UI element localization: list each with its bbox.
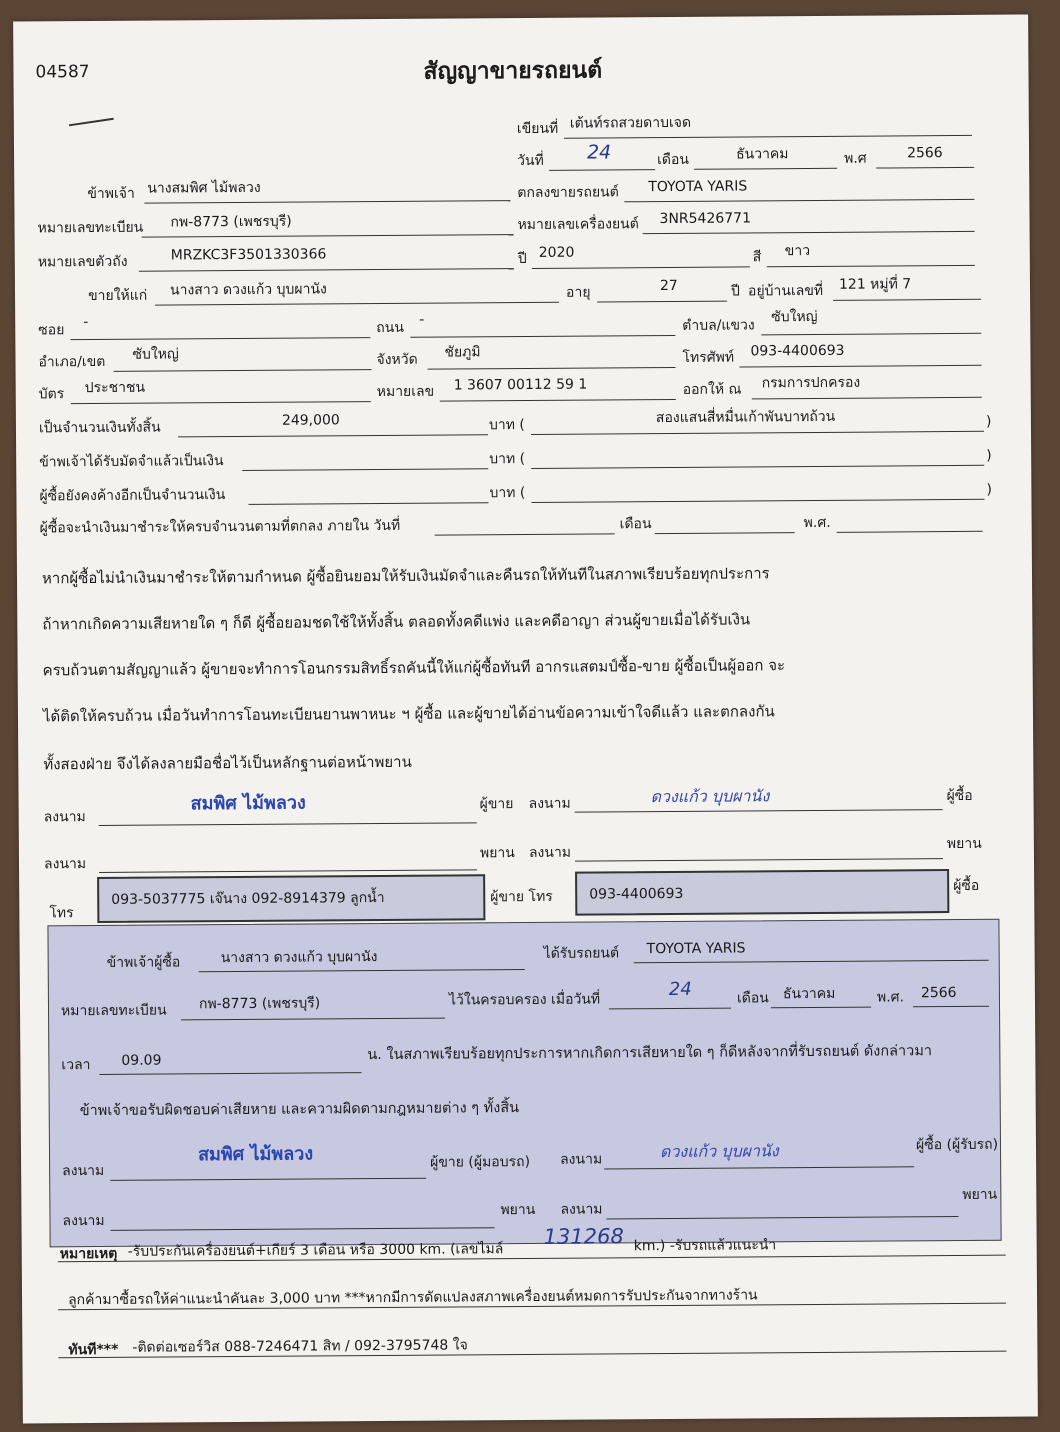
seller-role-label: ผู้ขาย bbox=[479, 796, 514, 813]
document-title: สัญญาขายรถยนต์ bbox=[423, 57, 603, 85]
witness1-sign-label: ลงนาม bbox=[43, 856, 87, 873]
deposit-line bbox=[242, 468, 488, 471]
receipt-year-line bbox=[913, 1006, 989, 1008]
receipt-witness2-role: พยาน bbox=[962, 1186, 998, 1203]
buyer-phone-box bbox=[575, 869, 949, 916]
total-amount-text: สองแสนสี่หมื่นเก้าพันบาทถ้วน bbox=[655, 408, 836, 427]
receipt-buyer-sign-line bbox=[604, 1166, 914, 1169]
witness2-role-label: พยาน bbox=[946, 835, 982, 853]
age-unit: ปี bbox=[730, 283, 740, 300]
date-day-line bbox=[549, 169, 655, 171]
receipt-seller-sign-label: ลงนาม bbox=[62, 1162, 105, 1180]
receipt-year-value: 2566 bbox=[920, 984, 957, 1002]
receipt-buyer-line bbox=[199, 969, 525, 972]
amphoe-line bbox=[114, 369, 372, 372]
card-value: ประชาชน bbox=[84, 379, 146, 397]
document-number: 04587 bbox=[35, 62, 90, 83]
vehicle-year-label: ปี bbox=[517, 250, 527, 268]
receipt-received-label: ได้รับรถยนต์ bbox=[543, 945, 620, 962]
receipt-witness2-sign-label: ลงนาม bbox=[560, 1201, 603, 1218]
remaining-text-line bbox=[531, 499, 984, 503]
total-amount-label: เป็นจำนวนเงินทั้งสิ้น bbox=[38, 419, 161, 437]
pen-mark bbox=[69, 118, 114, 127]
buyer-handwritten-signature: ดวงแก้ว บุบผานัง bbox=[650, 786, 770, 807]
date-month-line bbox=[694, 168, 837, 170]
date-month-label: เดือน bbox=[657, 151, 690, 169]
deposit-label: ข้าพเจ้าได้รับมัดจำแล้วเป็นเงิน bbox=[39, 453, 224, 471]
tambon-label: ตำบล/แขวง bbox=[682, 317, 755, 334]
registration-label: หมายเลขทะเบียน bbox=[37, 219, 144, 237]
seller-phone-label: โทร bbox=[49, 905, 74, 922]
issued-at-line bbox=[752, 397, 982, 400]
buyer-name-value: นางสาว ดวงแก้ว บุบผานัง bbox=[169, 281, 327, 299]
agree-sell-line bbox=[624, 199, 974, 202]
pay-by-year-label: พ.ศ. bbox=[803, 514, 831, 532]
seller-name-line bbox=[144, 200, 510, 204]
terms-line-1: หากผู้ซื้อไม่นำเงินมาชำระให้ตามกำหนด ผู้ซื้อยินยอมให้รับเงินมัดจำและคืนรถให้ทันทีในสภาพเรียบร้อยทุกประการ bbox=[41, 564, 770, 588]
deposit-text-line bbox=[531, 465, 984, 469]
pay-by-day-line bbox=[435, 533, 615, 535]
province-line bbox=[428, 367, 676, 370]
remaining-close-paren: ) bbox=[986, 481, 992, 498]
chassis-number-label: หมายเลขตัวถัง bbox=[37, 253, 128, 271]
issued-at-label: ออกให้ ณ bbox=[682, 381, 742, 398]
card-line bbox=[71, 401, 371, 404]
buyer-sign-line bbox=[575, 809, 943, 813]
witness2-sign-label: ลงนาม bbox=[528, 844, 572, 861]
amphoe-value: ซับใหญ่ bbox=[132, 346, 179, 363]
pay-by-month-line bbox=[655, 532, 795, 534]
witness1-sign-line bbox=[99, 869, 477, 873]
receipt-day-line bbox=[609, 1008, 731, 1010]
terms-line-5: ทั้งสองฝ่าย จึงได้ลงลายมือชื่อไว้เป็นหลักฐานต่อหน้าพยาน bbox=[43, 752, 412, 774]
remaining-line bbox=[248, 502, 488, 505]
soi-value: - bbox=[83, 314, 89, 331]
receipt-buyer-label: ข้าพเจ้าผู้ซื้อ bbox=[106, 954, 181, 971]
witness1-role-label: พยาน bbox=[479, 845, 515, 862]
amphoe-label: อำเภอ/เขต bbox=[38, 353, 106, 371]
road-value: - bbox=[419, 311, 425, 328]
total-close-paren: ) bbox=[985, 413, 992, 430]
terms-line-3: ครบถ้วนตามสัญญาแล้ว ผู้ขายจะทำการโอนกรรมสิทธิ์รถคันนี้ให้แก่ผู้ซื้อทันที อากรแสตมป์ซื้อ-ขาย ผู้ซื้อเป็นผู้ออก จะ bbox=[42, 656, 786, 680]
receipt-time-label: เวลา bbox=[61, 1057, 91, 1074]
tambon-line bbox=[761, 333, 981, 336]
engine-number-value: 3NR5426771 bbox=[659, 210, 752, 228]
seller-name-stamp: สมพิศ ไม้พลวง bbox=[190, 792, 306, 815]
receipt-condition-text: น. ในสภาพเรียบร้อยทุกประการหากเกิดการเสียหายใด ๆ ก็ดีหลังจากที่รับรถยนต์ ดังกล่าวมา bbox=[367, 1043, 933, 1064]
deposit-close-paren: ) bbox=[986, 447, 992, 464]
car-model-value: TOYOTA YARIS bbox=[648, 178, 748, 196]
vehicle-year-value: 2020 bbox=[538, 244, 575, 261]
phone-value: 093-4400693 bbox=[750, 342, 845, 360]
province-value: ชัยภูมิ bbox=[444, 344, 481, 361]
seller-sign-label: ลงนาม bbox=[43, 809, 86, 826]
receipt-witness1-sign-line bbox=[111, 1227, 495, 1231]
note-service-label: ทันที*** bbox=[68, 1341, 119, 1359]
written-at-value: เต้นท์รถสวยดาบเจด bbox=[569, 114, 692, 132]
note-referral-text: ลูกค้ามาซื้อรถให้ค่าแนะนำคันละ 3,000 บาท ***หากมีการดัดแปลงสภาพเครื่องยนต์หมดการรับประกันจากทางร้าน bbox=[67, 1287, 758, 1309]
receipt-month-value: ธันวาคม bbox=[782, 985, 836, 1003]
date-year-value: 2566 bbox=[907, 145, 943, 162]
phone-label: โทรศัพท์ bbox=[682, 349, 735, 366]
seller-phone-label-2: ผู้ขาย โทร bbox=[490, 888, 553, 906]
receipt-car-value: TOYOTA YARIS bbox=[646, 940, 746, 958]
seller-phone-value: 093-5037775 เจ๊นาง 092-8914379 ลูกน้ำ bbox=[111, 889, 385, 908]
receipt-seller-sign-line bbox=[110, 1178, 426, 1181]
phone-line bbox=[740, 365, 982, 368]
soi-line bbox=[70, 337, 370, 340]
remaining-baht-label: บาท ( bbox=[489, 484, 526, 502]
note-warranty-text: -รับประกันเครื่องยนต์+เกียร์ 3 เดือน หรือ 3000 km. (เลขไมล์ bbox=[127, 1241, 504, 1260]
receipt-witness1-role: พยาน bbox=[500, 1201, 536, 1219]
seller-name-value: นางสมพิศ ไม้พลวง bbox=[147, 179, 261, 197]
receipt-day-value: 24 bbox=[668, 978, 692, 1001]
note-mileage-value: 131268 bbox=[543, 1224, 624, 1249]
receipt-month-label: เดือน bbox=[736, 990, 769, 1007]
buyer-role-label: ผู้ซื้อ bbox=[946, 787, 973, 805]
card-label: บัตร bbox=[38, 386, 65, 403]
buyer-phone-value: 093-4400693 bbox=[589, 885, 684, 903]
total-amount-line bbox=[178, 434, 488, 437]
soi-label: ซอย bbox=[38, 322, 65, 339]
engine-number-label: หมายเลขเครื่องยนต์ bbox=[517, 216, 639, 234]
witness2-sign-line bbox=[575, 858, 943, 862]
issued-at-value: กรมการปกครอง bbox=[761, 374, 861, 392]
total-text-line bbox=[531, 431, 984, 435]
date-day-value: 24 bbox=[586, 141, 612, 164]
vehicle-year-line bbox=[532, 266, 750, 269]
receipt-liability-text: ข้าพเจ้าขอรับผิดชอบค่าเสียหาย และความผิดตามกฎหมายต่าง ๆ ทั้งสิ้น bbox=[79, 1100, 520, 1120]
terms-line-4: ได้ติดให้ครบถ้วน เมื่อวันทำการโอนทะเบียนยานพาหนะ ฯ ผู้ซื้อ และผู้ขายได้อ่านข้อความเข้าใจดีแล้ว และตกลงกัน bbox=[42, 702, 775, 726]
registration-line bbox=[142, 234, 514, 238]
note-warranty-text-2: km.) -รับรถแล้วแนะนำ bbox=[633, 1237, 777, 1255]
vehicle-receipt-section bbox=[47, 919, 1001, 1248]
age-line bbox=[597, 301, 727, 303]
total-amount-value: 249,000 bbox=[281, 412, 340, 429]
vehicle-color-label: สี bbox=[752, 249, 762, 266]
remaining-label: ผู้ซื้อยังคงค้างอีกเป็นจำนวนเงิน bbox=[39, 487, 226, 505]
receipt-buyer-role: ผู้ซื้อ (ผู้รับรถ) bbox=[915, 1136, 999, 1154]
agree-sell-label: ตกลงขายรถยนต์ bbox=[517, 184, 619, 202]
date-year-line bbox=[876, 167, 974, 169]
date-month-value: ธันวาคม bbox=[736, 146, 789, 163]
receipt-time-value: 09.09 bbox=[121, 1052, 162, 1069]
vehicle-color-value: ขาว bbox=[784, 243, 811, 260]
pay-by-year-line bbox=[837, 531, 983, 533]
date-day-label: วันที่ bbox=[517, 152, 544, 170]
receipt-time-line bbox=[99, 1072, 361, 1075]
card-number-line bbox=[440, 399, 676, 402]
house-number-line bbox=[833, 299, 981, 301]
receipt-registration-value: กพ-8773 (เพชรบุรี) bbox=[198, 995, 321, 1013]
road-line bbox=[410, 335, 675, 338]
card-number-value: 1 3607 00112 59 1 bbox=[453, 376, 588, 394]
age-label: อายุ bbox=[565, 284, 591, 301]
terms-line-2: ถ้าหากเกิดความเสียหายใด ๆ ก็ดี ผู้ซื้อยอมชดใช้ให้ทั้งสิ้น ตลอดทั้งคดีแพ่ง และคดีอาญา ส่วนผู้ขายเมื่อได้รับเงิน bbox=[42, 610, 751, 634]
pay-by-label: ผู้ซื้อจะนำเงินมาชำระให้ครบจำนวนตามที่ตกลง ภายใน วันที่ bbox=[39, 517, 401, 537]
tambon-value: ซับใหญ่ bbox=[771, 308, 818, 326]
vehicle-color-line bbox=[767, 265, 975, 267]
deposit-baht-label: บาท ( bbox=[489, 450, 526, 468]
receipt-buyer-name: นางสาว ดวงแก้ว บุบผานัง bbox=[220, 949, 378, 967]
road-label: ถนน bbox=[376, 319, 404, 337]
receipt-received-line bbox=[634, 960, 989, 963]
note-label: หมายเหตุ bbox=[59, 1245, 118, 1263]
total-baht-label: บาท ( bbox=[488, 416, 525, 434]
receipt-registration-line bbox=[181, 1018, 445, 1021]
receipt-registration-label: หมายเลขทะเบียน bbox=[60, 1002, 167, 1020]
receipt-year-label: พ.ศ. bbox=[876, 989, 905, 1006]
receipt-witness1-sign-label: ลงนาม bbox=[62, 1212, 105, 1230]
contract-paper bbox=[13, 14, 1038, 1423]
pay-by-month-label: เดือน bbox=[619, 516, 652, 533]
engine-number-line bbox=[643, 231, 975, 234]
seller-sign-line bbox=[99, 822, 477, 826]
house-number-value: 121 หมู่ที่ 7 bbox=[838, 276, 912, 293]
registration-value: กพ-8773 (เพชรบุรี) bbox=[170, 213, 292, 231]
age-value: 27 bbox=[659, 277, 678, 295]
date-year-label: พ.ศ bbox=[844, 150, 867, 167]
buyer-name-line bbox=[155, 302, 559, 306]
province-label: จังหวัด bbox=[376, 351, 418, 369]
buyer-label: ขายให้แก่ bbox=[87, 287, 148, 305]
note-service-contact: -ติดต่อเซอร์วิส 088-7246471 สิท / 092-3795748 ใจ bbox=[132, 1337, 468, 1356]
receipt-witness2-sign-line bbox=[606, 1216, 958, 1219]
receipt-seller-stamp: สมพิศ ไม้พลวง bbox=[197, 1143, 314, 1166]
buyer-phone-role-label: ผู้ซื้อ bbox=[953, 877, 980, 895]
receipt-possess-label: ไว้ในครอบครอง เมื่อวันที่ bbox=[448, 991, 601, 1009]
seller-label: ข้าพเจ้า bbox=[87, 185, 135, 203]
receipt-month-line bbox=[771, 1007, 871, 1009]
chassis-number-line bbox=[139, 268, 514, 272]
seller-phone-box bbox=[97, 874, 485, 923]
written-at-line bbox=[564, 135, 972, 139]
chassis-number-value: MRZKC3F3501330366 bbox=[170, 246, 327, 264]
receipt-buyer-signature: ดวงแก้ว บุบผานัง bbox=[659, 1141, 779, 1162]
house-number-label: อยู่บ้านเลขที่ bbox=[747, 282, 824, 300]
buyer-sign-label: ลงนาม bbox=[528, 795, 571, 812]
receipt-seller-role: ผู้ขาย (ผู้มอบรถ) bbox=[430, 1153, 531, 1171]
receipt-buyer-sign-label: ลงนาม bbox=[560, 1151, 603, 1168]
card-number-label: หมายเลข bbox=[376, 383, 435, 401]
written-at-label: เขียนที่ bbox=[516, 120, 559, 138]
